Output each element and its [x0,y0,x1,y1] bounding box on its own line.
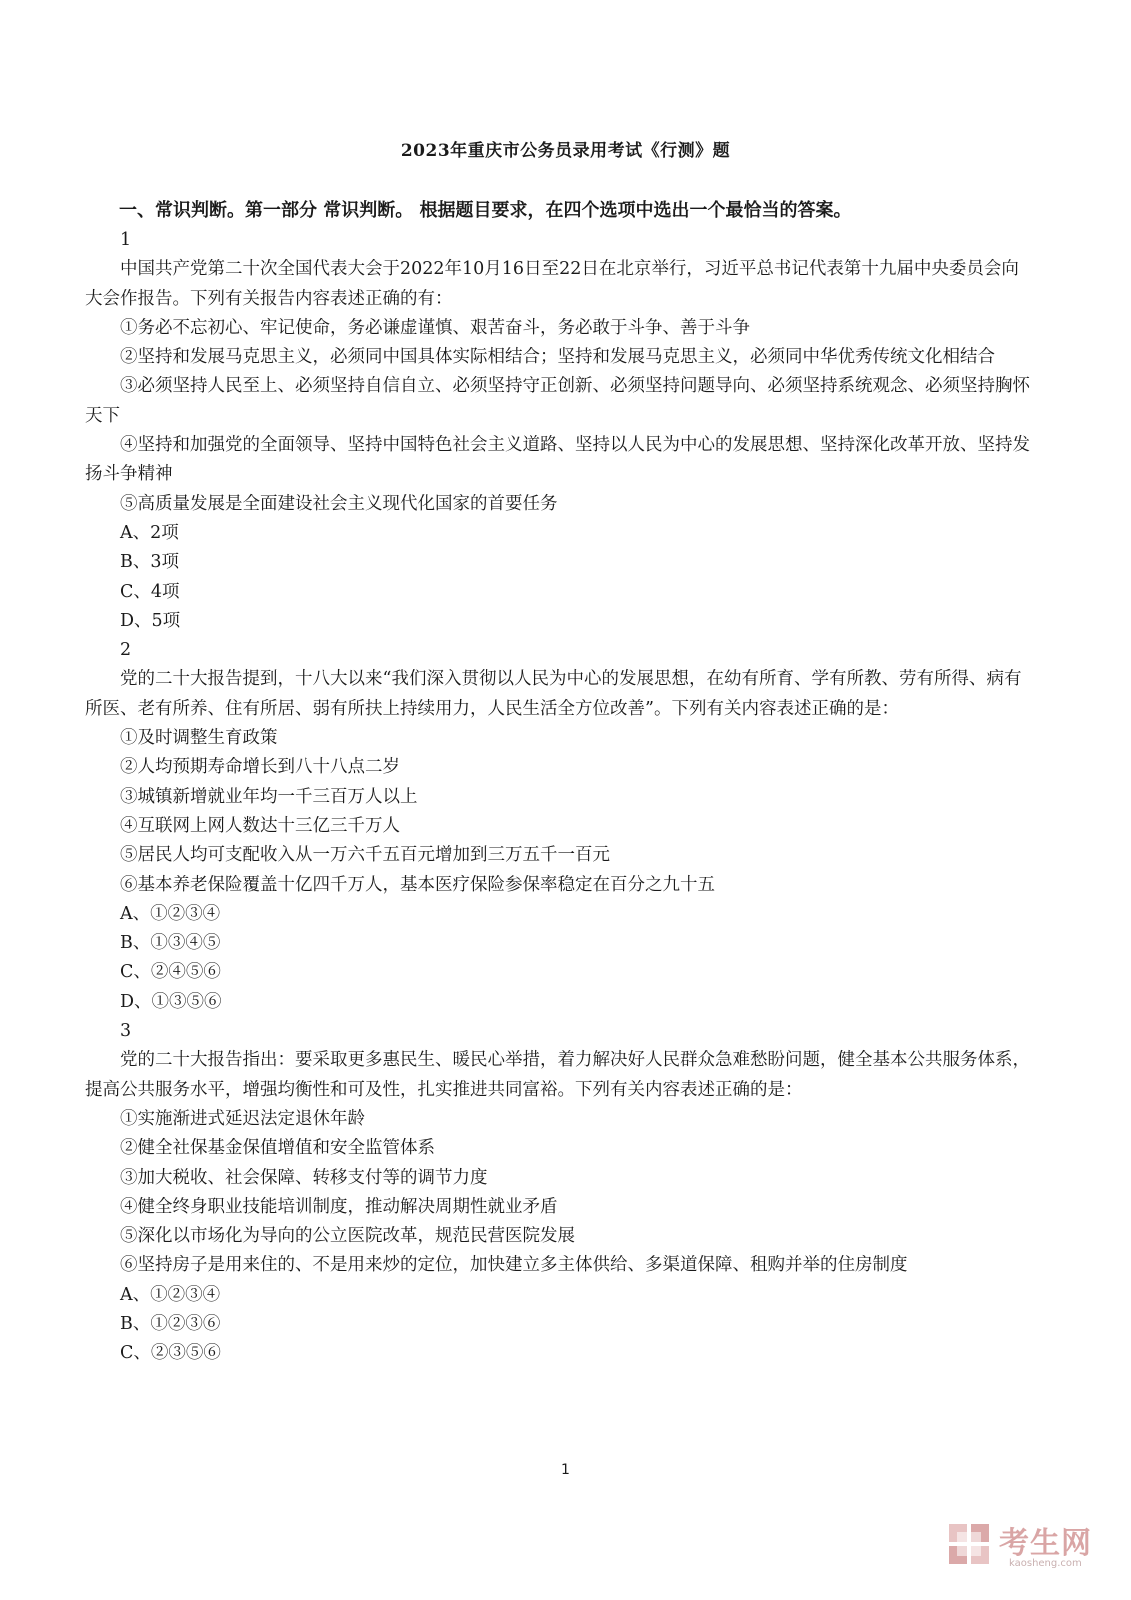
question-statement: ②坚持和发展马克思主义，必须同中国具体实际相结合；坚持和发展马克思主义，必须同中华优秀传统文化相结合 [120,347,995,368]
answer-option: C、②④⑤⑥ [120,962,221,983]
question-stem: 党的二十大报告指出：要采取更多惠民生、暖民心举措，着力解决好人民群众急难愁盼问题，健全基本公共服务体系，提高公共服务水平，增强均衡性和可及性，扎实推进共同富裕。下列有关内容表述正确的是： [85,1050,1030,1100]
answer-option: B、①②③⑥ [120,1313,221,1334]
answer-option: B、①③④⑤ [120,933,221,954]
section-heading: 一、常识判断。第一部分 常识判断。 根据题目要求，在四个选项中选出一个最恰当的答案。 [119,200,852,221]
question-statement: ⑥基本养老保险覆盖十亿四千万人，基本医疗保险参保率稳定在百分之九十五 [120,874,715,895]
question-statement: ⑥坚持房子是用来住的、不是用来炒的定位，加快建立多主体供给、多渠道保障、租购并举的住房制度 [120,1255,908,1276]
page-number: 1 [561,1462,570,1478]
question-statement: ③加大税收、社会保障、转移支付等的调节力度 [120,1167,488,1188]
question-statement: ①及时调整生育政策 [120,728,278,749]
question-statement: ⑤高质量发展是全面建设社会主义现代化国家的首要任务 [120,493,558,514]
answer-option: D、①③⑤⑥ [120,991,222,1012]
question-statement: ①实施渐进式延迟法定退休年龄 [120,1108,365,1129]
question-statement: ②人均预期寿命增长到八十八点二岁 [120,757,400,778]
watermark-text: 考生网 [999,1526,1092,1561]
document-title: 2023年重庆市公务员录用考试《行测》题 [400,141,731,161]
question-stem: 党的二十大报告提到，十八大以来“我们深入贯彻以人民为中心的发展思想，在幼有所育、学有所教、劳有所得、病有所医、老有所养、住有所居、弱有所扶上持续用力，人民生活全方位改善”。下列有关内容表述正确的是： [85,669,1022,719]
question-statement: ⑤居民人均可支配收入从一万六千五百元增加到三万五千一百元 [120,845,610,866]
question-stem: 中国共产党第二十次全国代表大会于2022年10月16日至22日在北京举行，习近平总书记代表第十九届中央委员会向大会作报告。下列有关报告内容表述正确的有： [85,259,1019,309]
answer-option: A、2项 [120,522,179,543]
watermark [947,1518,1107,1582]
question-list [85,226,1030,1369]
question-number: 1 [120,230,132,250]
answer-option: A、①②③④ [120,903,221,924]
question-statement: ④坚持和加强党的全面领导、坚持中国特色社会主义道路、坚持以人民为中心的发展思想、坚持深化改革开放、坚持发扬斗争精神 [85,435,1030,485]
answer-option: C、②③⑤⑥ [120,1343,221,1364]
question-statement: ⑤深化以市场化为导向的公立医院改革，规范民营医院发展 [120,1226,575,1247]
kaosheng-logo-icon [947,1522,991,1566]
answer-option: C、4项 [120,581,180,602]
question-statement: ③城镇新增就业年均一千三百万人以上 [120,786,418,807]
answer-option: D、5项 [120,610,181,631]
watermark-url: kaosheng.com [1009,1558,1082,1569]
question-statement: ③必须坚持人民至上、必须坚持自信自立、必须坚持守正创新、必须坚持问题导向、必须坚持系统观念、必须坚持胸怀天下 [85,376,1030,426]
question-statement: ④互联网上网人数达十三亿三千万人 [120,815,400,836]
question-statement: ②健全社保基金保值增值和安全监管体系 [120,1138,435,1159]
question-statement: ④健全终身职业技能培训制度，推动解决周期性就业矛盾 [120,1196,558,1217]
answer-option: A、①②③④ [120,1284,221,1305]
question-number: 3 [120,1021,132,1042]
answer-option: B、3项 [120,552,179,573]
question-number: 2 [120,640,132,661]
question-statement: ①务必不忘初心、牢记使命，务必谦虚谨慎、艰苦奋斗，务必敢于斗争、善于斗争 [120,317,750,338]
